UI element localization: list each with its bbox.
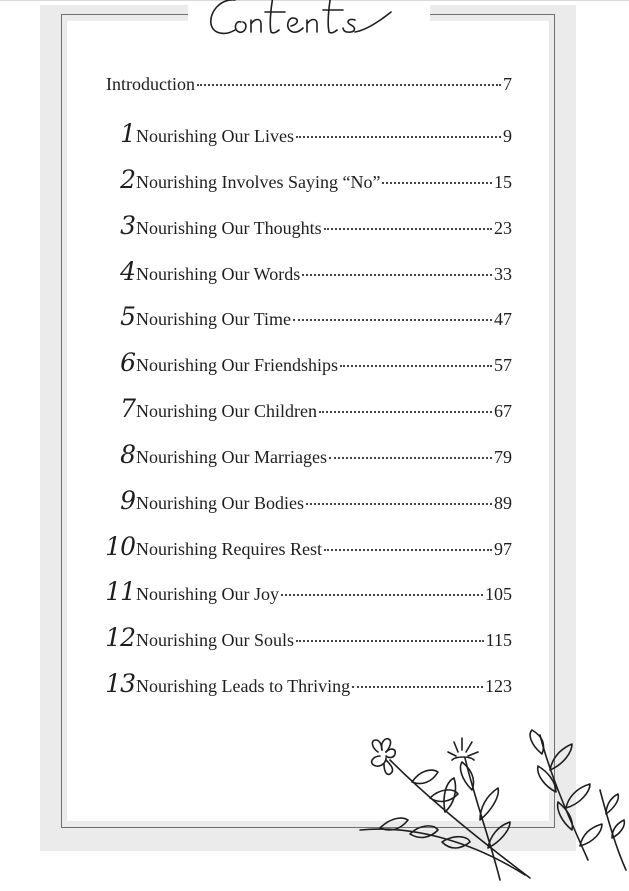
toc-entry-label: Introduction bbox=[106, 74, 195, 94]
toc-entry-page: 115 bbox=[485, 630, 512, 650]
toc-entry-page: 7 bbox=[503, 74, 512, 94]
toc-entry-chapter-9[interactable] bbox=[88, 486, 512, 516]
chapter-number: 12 bbox=[105, 623, 135, 652]
dot-leader bbox=[302, 274, 492, 276]
toc-entry-chapter-7[interactable] bbox=[88, 394, 512, 424]
toc-entry-chapter-11[interactable] bbox=[88, 577, 512, 607]
dot-leader bbox=[296, 136, 501, 138]
chapter-number: 5 bbox=[120, 302, 135, 331]
chapter-number: 7 bbox=[120, 394, 135, 423]
toc-entry-page: 23 bbox=[494, 218, 512, 238]
dot-leader bbox=[319, 411, 492, 413]
dot-leader bbox=[296, 640, 484, 642]
dot-leader bbox=[329, 457, 492, 459]
chapter-number: 13 bbox=[105, 669, 135, 698]
toc-entry-introduction[interactable] bbox=[106, 74, 512, 104]
toc-entry-label: Nourishing Our Bodies bbox=[136, 493, 304, 513]
toc-entry-chapter-6[interactable] bbox=[88, 348, 512, 378]
dot-leader bbox=[324, 228, 492, 230]
dot-leader bbox=[293, 319, 492, 321]
toc-entry-label: Nourishing Requires Rest bbox=[136, 539, 322, 559]
toc-entry-chapter-3[interactable] bbox=[88, 211, 512, 241]
dot-leader bbox=[340, 365, 492, 367]
toc-entry-page: 47 bbox=[494, 309, 512, 329]
toc-entry-label: Nourishing Our Words bbox=[136, 264, 301, 284]
chapter-number: 2 bbox=[120, 165, 135, 194]
toc-entry-page: 15 bbox=[494, 172, 512, 192]
chapter-number: 3 bbox=[120, 211, 135, 240]
toc-entry-page: 79 bbox=[494, 447, 512, 467]
chapter-number: 9 bbox=[120, 486, 135, 515]
toc-entry-label: Nourishing Our Joy bbox=[136, 584, 279, 604]
toc-entry-label: Nourishing Leads to Thriving bbox=[136, 676, 351, 696]
toc-entry-label: Nourishing Our Thoughts bbox=[136, 218, 322, 238]
dot-leader bbox=[382, 182, 492, 184]
toc-entry-label: Nourishing Our Lives bbox=[136, 126, 294, 146]
toc-entry-page: 97 bbox=[494, 539, 512, 559]
toc-entry-label: Nourishing Our Marriages bbox=[136, 447, 327, 467]
toc-entry-chapter-4[interactable] bbox=[88, 257, 512, 287]
toc-entry-label: Nourishing Involves Saying “No” bbox=[136, 172, 381, 192]
toc-entry-page: 123 bbox=[485, 676, 512, 696]
chapter-number: 4 bbox=[120, 257, 135, 286]
dot-leader bbox=[324, 549, 492, 551]
botanical-flower-sprig-icon bbox=[350, 730, 629, 891]
toc-entry-chapter-5[interactable] bbox=[88, 302, 512, 332]
toc-entry-chapter-10[interactable] bbox=[88, 532, 512, 562]
chapter-number: 10 bbox=[105, 532, 135, 561]
toc-entry-chapter-1[interactable] bbox=[88, 119, 512, 149]
chapter-number: 11 bbox=[105, 577, 135, 606]
toc-entry-page: 57 bbox=[494, 355, 512, 375]
chapter-number: 8 bbox=[120, 440, 135, 469]
dot-leader bbox=[306, 503, 492, 505]
toc-entry-chapter-8[interactable] bbox=[88, 440, 512, 470]
chapter-number: 1 bbox=[120, 119, 135, 148]
toc-entry-page: 89 bbox=[494, 493, 512, 513]
dot-leader bbox=[352, 686, 483, 688]
dot-leader bbox=[281, 594, 483, 596]
dot-leader bbox=[197, 84, 501, 86]
toc-entry-chapter-2[interactable] bbox=[88, 165, 512, 195]
toc-entry-label: Nourishing Our Time bbox=[136, 309, 292, 329]
toc-entry-chapter-13[interactable] bbox=[88, 669, 512, 699]
chapter-number: 6 bbox=[120, 348, 135, 377]
toc-entry-label: Nourishing Our Friendships bbox=[136, 355, 338, 375]
toc-entry-chapter-12[interactable] bbox=[88, 623, 512, 653]
toc-entry-page: 9 bbox=[503, 126, 512, 146]
toc-entry-page: 105 bbox=[485, 584, 512, 604]
toc-entry-page: 67 bbox=[494, 401, 512, 421]
toc-entry-page: 33 bbox=[494, 264, 512, 284]
toc-entry-label: Nourishing Our Children bbox=[136, 401, 317, 421]
toc-entry-label: Nourishing Our Souls bbox=[136, 630, 295, 650]
